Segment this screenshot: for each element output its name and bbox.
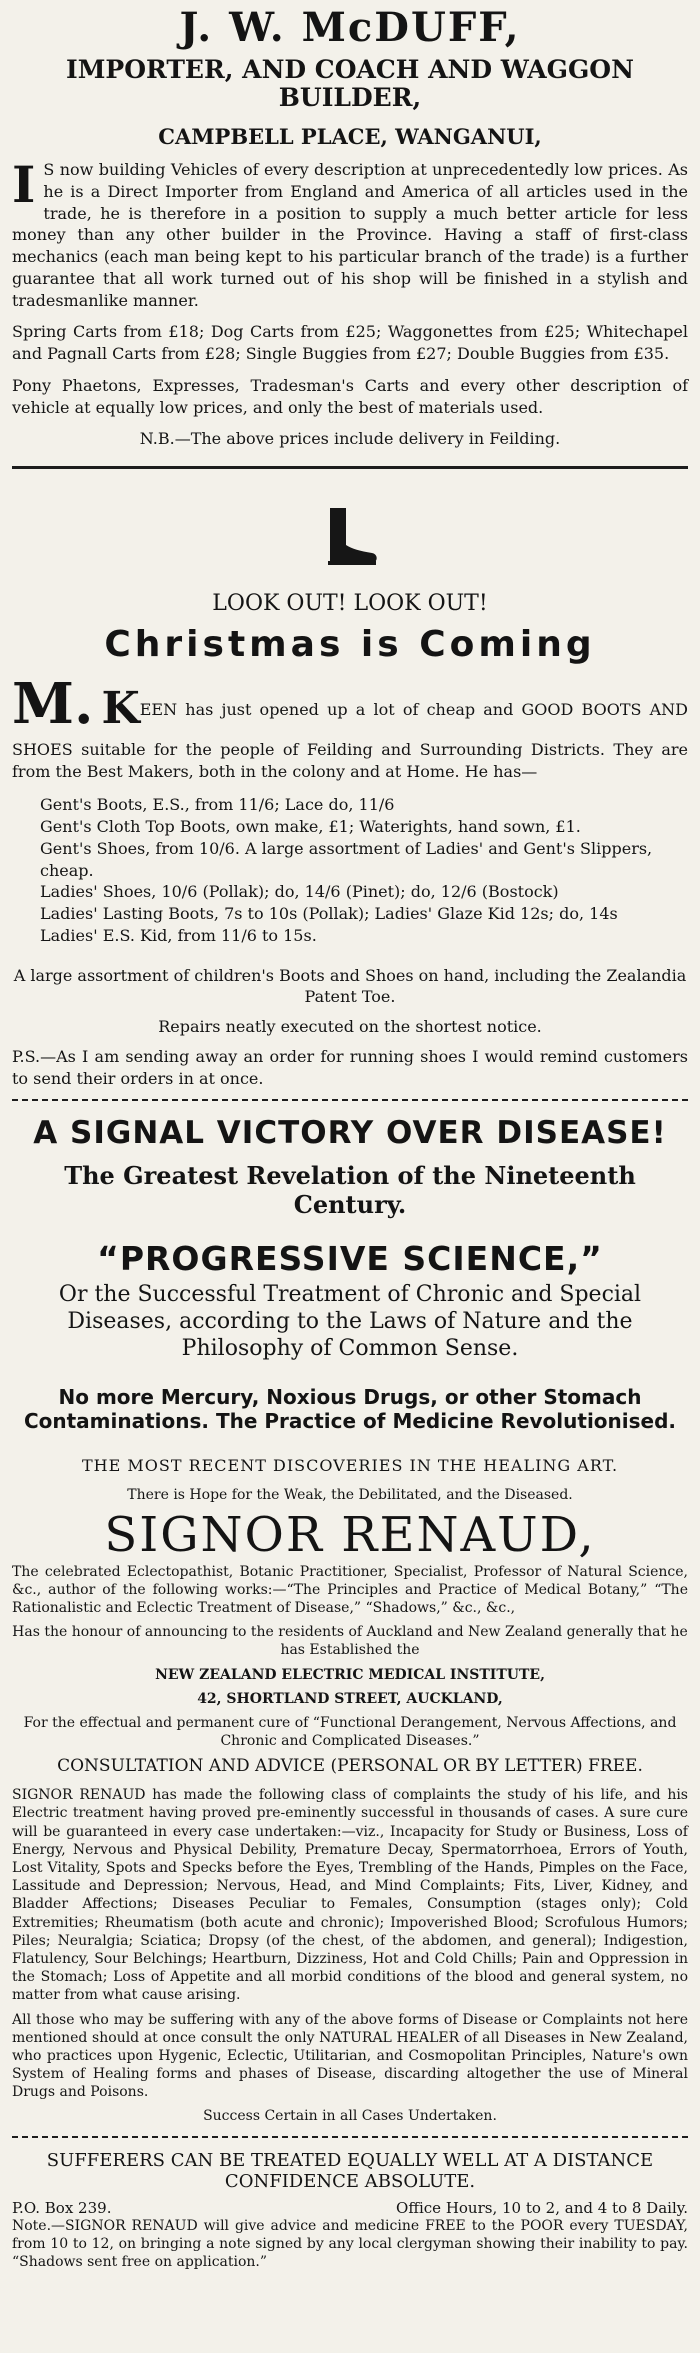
list-item: Gent's Shoes, from 10/6. A large assortment of Ladies' and Gent's Slippers, cheap. [40, 838, 653, 880]
list-item: Ladies' Lasting Boots, 7s to 10s (Pollak); Ladies' Glaze Kid 12s; do, 14s [40, 904, 618, 924]
newspaper-page [12, 0, 688, 2271]
mcduff-intro-text: S now building Vehicles of every description at unprecedentedly low prices. As he is a Direct Importer from England and America of all articles used in the trade, he is therefore in a position to supply a much better article for less money than any other builder in the Province. Having a staff of first-class mechanics (each man being kept to his particular branch of the trade) is a further guarantee that all work turned out of his shop will be finished in a stylish and tradesmanlike manner. [12, 160, 688, 310]
mcduff-name: J. W. McDUFF, [179, 4, 521, 51]
greatest-revelation: The Greatest Revelation of the Nineteenth Century. [64, 1161, 636, 1220]
mcduff-intro-paragraph [12, 155, 688, 311]
sufferers-line: SUFFERERS CAN BE TREATED EQUALLY WELL AT A DISTANCE CONFIDENCE ABSOLUTE. [46, 2149, 654, 2193]
section-divider [12, 1099, 688, 1101]
renaud-celebrated: The celebrated Eclectopathist, Botanic Practitioner, Specialist, Professor of Natural Science, &c., author of the following works:—“The Principles and Practice of Medical Botany,” “The Rationalistic and Eclectic Treatment of Disease,” “Shadows,” &c., &c., [12, 1563, 688, 1616]
keen-initial-k: K [101, 683, 140, 734]
renaud-for-cure: For the effectual and permanent cure of “Functional Derangement, Nervous Affections, and Chronic and Complicated Diseases.” [23, 1714, 677, 1750]
mcduff-advertisement [12, 6, 688, 450]
mcduff-trade: IMPORTER, AND COACH AND WAGGON BUILDER, [66, 55, 634, 112]
keen-intro-paragraph [12, 671, 688, 782]
keen-intro-text: EEN has just opened up a lot of cheap and GOOD BOOTS AND SHOES suitable for the people of Feilding and Surrounding Districts. They are from the Best Makers, both in the colony and at Home. He has— [12, 700, 688, 781]
renaud-note: Note.—SIGNOR RENAUD will give advice and medicine FREE to the POOR every TUESDAY, from 10 to 12, on bringing a note signed by any local clergyman showing their inability to pay. “Shadows sent free on application.” [12, 2217, 688, 2271]
office-hours: Office Hours, 10 to 2, and 4 to 8 Daily. [396, 2198, 688, 2217]
boot-icon [320, 505, 380, 567]
renaud-name: SIGNOR RENAUD, [104, 1506, 596, 1563]
po-box: P.O. Box 239. [12, 2198, 112, 2217]
success-certain: Success Certain in all Cases Undertaken. [203, 2108, 497, 2125]
recent-discoveries: THE MOST RECENT DISCOVERIES IN THE HEALING ART. [81, 1455, 619, 1475]
list-item: Ladies' E.S. Kid, from 11/6 to 15s. [40, 925, 317, 945]
hope-line: There is Hope for the Weak, the Debilitated, and the Diseased. [127, 1487, 573, 1504]
mcduff-nb: N.B.—The above prices include delivery in Feilding. [139, 429, 561, 449]
mcduff-phaetons: Pony Phaetons, Expresses, Tradesman's Carts and every other description of vehicle at equally low prices, and only the best of materials used. [12, 375, 688, 417]
renaud-contact-row [12, 2199, 688, 2217]
christmas-headline: Christmas is Coming [104, 624, 596, 665]
list-item: Ladies' Shoes, 10/6 (Pollak); do, 14/6 (Pinet); do, 12/6 (Bostock) [40, 882, 559, 902]
signal-victory-headline: A SIGNAL VICTORY OVER DISEASE! [33, 1115, 667, 1152]
keen-price-list [40, 794, 688, 946]
institute-address: 42, SHORTLAND STREET, AUCKLAND, [197, 1690, 503, 1707]
no-more-mercury: No more Mercury, Noxious Drugs, or other Stomach Contaminations. The Practice of Medicine Revolutionised. [23, 1384, 677, 1434]
section-divider [12, 466, 688, 469]
keen-childrens: A large assortment of children's Boots and Shoes on hand, including the Zealandia Patent Toe. [13, 965, 687, 1007]
boot-illustration [12, 505, 688, 567]
renaud-advertisement [12, 1115, 688, 2271]
institute-name: NEW ZEALAND ELECTRIC MEDICAL INSTITUTE, [155, 1666, 545, 1683]
list-item: Gent's Boots, E.S., from 11/6; Lace do, 11/6 [40, 795, 395, 815]
section-divider [12, 2136, 688, 2138]
mcduff-body [12, 155, 688, 450]
renaud-all-those: All those who may be suffering with any of the above forms of Disease or Complaints not here mentioned should at once consult the only NATURAL HEALER of all Diseases in New Zealand, who practices upon Hygenic, Eclectic, Utilitarian, and Cosmopolitan Principles, Nature's own System of Healing forms and phases of Disease, discarding altogether the use of Mineral Drugs and Poisons. [12, 2011, 688, 2101]
keen-advertisement [12, 505, 688, 1089]
consultation-free: CONSULTATION AND ADVICE (PERSONAL OR BY LETTER) FREE. [57, 1756, 643, 1777]
renaud-complaints: SIGNOR RENAUD has made the following class of complaints the study of his life, and his Electric treatment having proved pre-eminently successful in thousands of cases. A sure cure will be guaranteed in every case undertaken:—viz., Incapacity for Study or Business, Loss of Energy, Nervous and Physical Debility, Premature Decay, Spermatorrhoea, Errors of Youth, Lost Vitality, Spots and Specks before the Eyes, Trembling of the Hands, Pimples on the Face, Lassitude and Depression; Nervous, Head, and Mind Complaints; Fits, Liver, Kidney, and Bladder Affections; Diseases Peculiar to Females, Consumption (stages only); Cold Extremities; Rheumatism (both acute and chronic); Impoverished Blood; Scrofulous Humors; Piles; Neuralgia; Sciatica; Dropsy (of the chest, of the abdomen, and general); Indigestion, Flatulency, Sour Belchings; Heartburn, Dizziness, Hot and Cold Chills; Pain and Oppression in the Stomach; Loss of Appetite and all morbid conditions of the blood and general system, no matter from what cause arising. [12, 1787, 688, 2004]
keen-ps: P.S.—As I am sending away an order for running shoes I would remind customers to send their orders in at once. [12, 1046, 688, 1088]
look-out-heading: LOOK OUT! LOOK OUT! [212, 591, 488, 616]
keen-repairs: Repairs neatly executed on the shortest notice. [158, 1017, 542, 1037]
mcduff-place: CAMPBELL PLACE, WANGANUI, [158, 124, 542, 149]
successful-treatment: Or the Successful Treatment of Chronic and Special Diseases, according to the Laws of Nature and the Philosophy of Common Sense. [58, 1282, 642, 1361]
list-item: Gent's Cloth Top Boots, own make, £1; Waterights, hand sown, £1. [40, 817, 581, 837]
keen-initial-m: M. [12, 671, 94, 737]
mcduff-prices: Spring Carts from £18; Dog Carts from £25; Waggonettes from £25; Whitechapel and Pagnall Carts from £28; Single Buggies from £27; Double Buggies from £35. [12, 322, 688, 363]
renaud-honour: Has the honour of announcing to the residents of Auckland and New Zealand generally that he has Established the [12, 1624, 688, 1659]
progressive-science: “PROGRESSIVE SCIENCE,” [97, 1239, 603, 1279]
mcduff-dropcap: I [12, 155, 36, 214]
